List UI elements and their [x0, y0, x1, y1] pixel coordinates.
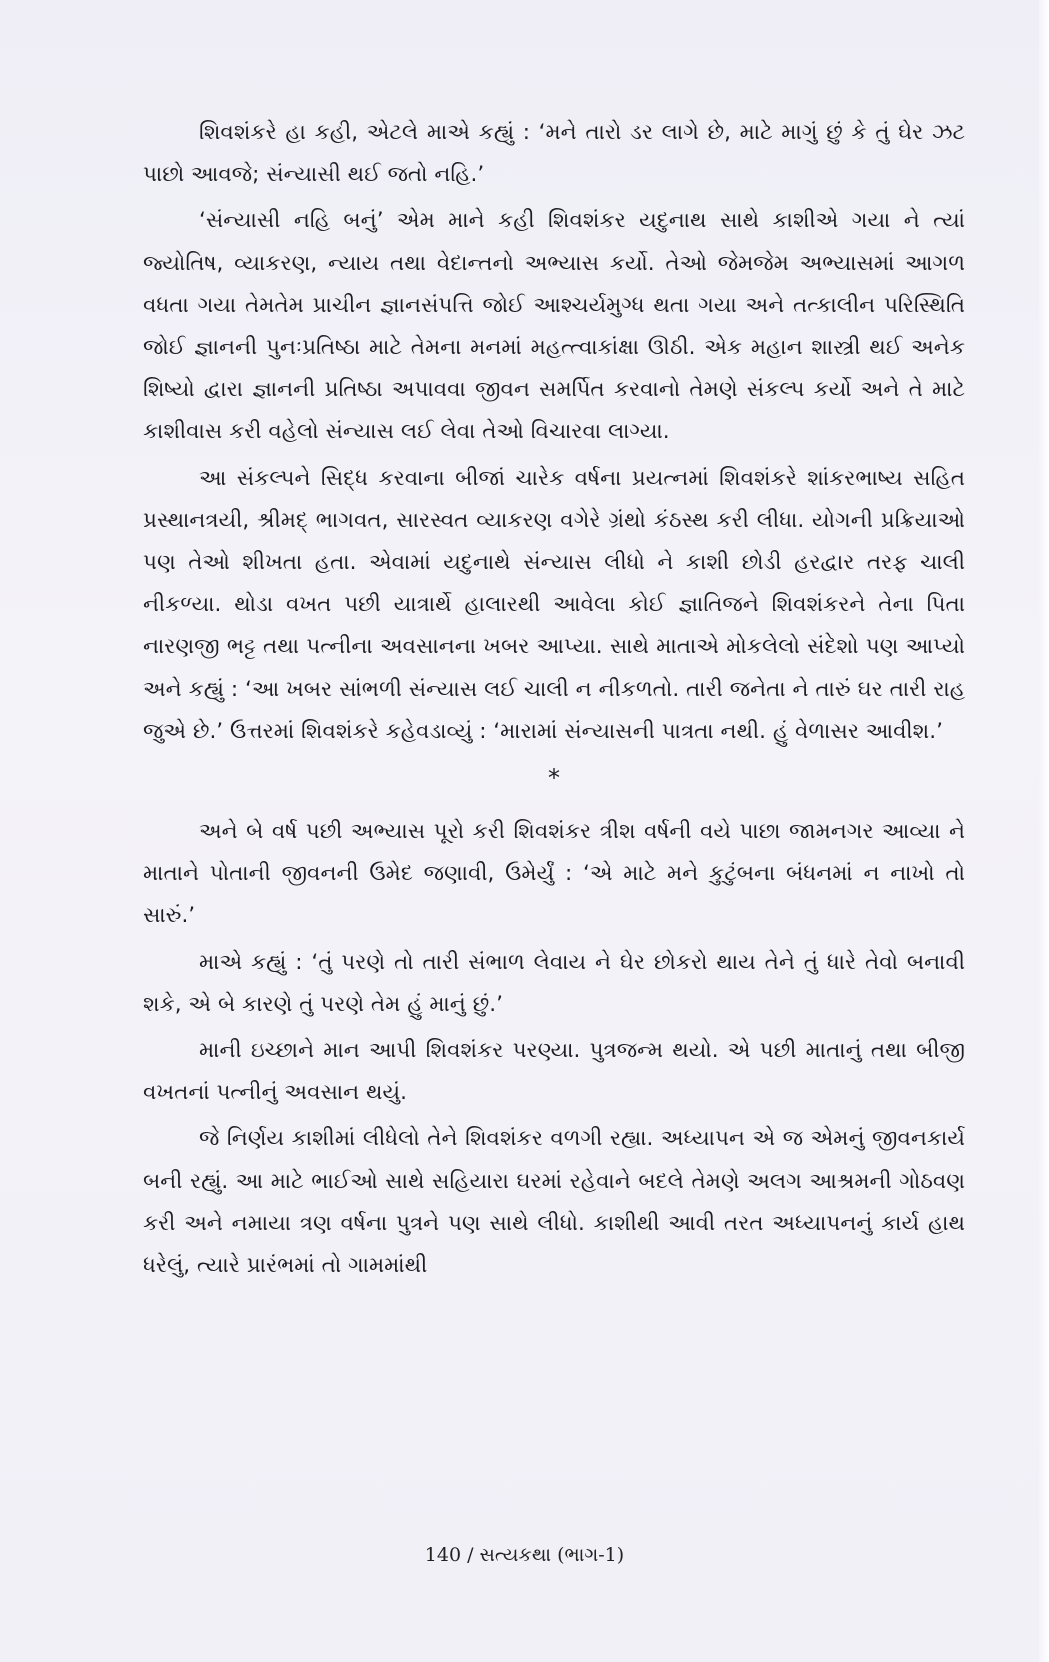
body-text: [143, 112, 965, 1291]
paragraph: અને બે વર્ષ પછી અભ્યાસ પૂરો કરી શિવશંકર ત્રીશ વર્ષની વયે પાછા જામનગર આવ્યા ને માતાને પોતાની જીવનની ઉમેદ જણાવી, ઉમેર્યું : ‘એ માટે મને કુટુંબના બંધનમાં ન નાખો તો સારું.’: [143, 819, 965, 929]
paragraph: જે નિર્ણય કાશીમાં લીધેલો તેને શિવશંકર વળગી રહ્યા. અધ્યાપન એ જ એમનું જીવનકાર્ય બની રહ્યું. આ માટે ભાઈઓ સાથે સહિયારા ઘરમાં રહેવાને બદલે તેમણે અલગ આશ્રમની ગોઠવણ કરી અને નમાયા ત્રણ વર્ષના પુત્રને પણ સાથે લીધો. કાશીથી આવી તરત અધ્યાપનનું કાર્ય હાથ ધરેલું, ત્યારે પ્રારંભમાં તો ગામમાંથી: [143, 1126, 965, 1279]
paragraph: માની ઇચ્છાને માન આપી શિવશંકર પરણ્યા. પુત્રજન્મ થયો. એ પછી માતાનું તથા બીજી વખતનાં પત્નીનું અવસાન થયું.: [143, 1038, 965, 1106]
paragraph: શિવશંકરે હા કહી, એટલે માએ કહ્યું : ‘મને તારો ડર લાગે છે, માટે માગું છું કે તું ઘેર ઝટ પાછો આવજે; સંન્યાસી થઈ જતો નહિ.’: [143, 120, 965, 188]
paragraph: આ સંકલ્પને સિદ્ધ કરવાના બીજાં ચારેક વર્ષના પ્રયત્નમાં શિવશંકરે શાંકરભાષ્ય સહિત પ્રસ્થાનત્રયી, શ્રીમદ્ ભાગવત, સારસ્વત વ્યાકરણ વગેરે ગ્રંથો કંઠસ્થ કરી લીધા. યોગની પ્રક્રિયાઓ પણ તેઓ શીખતા હતા. એવામાં યદુનાથે સંન્યાસ લીધો ને કાશી છોડી હરદ્વાર તરફ ચાલી નીકળ્યા. થોડા વખત પછી યાત્રાર્થે હાલારથી આવેલા કોઈ જ્ઞાતિજને શિવશંકરને તેના પિતા નારણજી ભટ્ટ તથા પત્નીના અવસાનના ખબર આપ્યા. સાથે માતાએ મોકલેલો સંદેશો પણ આપ્યો અને કહ્યું : ‘આ ખબર સાંભળી સંન્યાસ લઈ ચાલી ન નીકળતો. તારી જનેતા ને તારું ઘર તારી રાહ જુએ છે.’ ઉત્તરમાં શિવશંકરે કહેવડાવ્યું : ‘મારામાં સંન્યાસની પાત્રતા નથી. હું વેળાસર આવીશ.’: [143, 465, 965, 744]
paragraph: ‘સંન્યાસી નહિ બનું’ એમ માને કહી શિવશંકર યદુનાથ સાથે કાશીએ ગયા ને ત્યાં જ્યોતિષ, વ્યાકરણ, ન્યાય તથા વેદાન્તનો અભ્યાસ કર્યો. તેઓ જેમજેમ અભ્યાસમાં આગળ વધતા ગયા તેમતેમ પ્રાચીન જ્ઞાનસંપત્તિ જોઈ આશ્ચર્યમુગ્ધ થતા ગયા અને તત્કાલીન પરિસ્થિતિ જોઈ જ્ઞાનની પુનઃપ્રતિષ્ઠા માટે તેમના મનમાં મહત્ત્વાકાંક્ષા ઊઠી. એક મહાન શાસ્ત્રી થઈ અનેક શિષ્યો દ્વારા જ્ઞાનની પ્રતિષ્ઠા અપાવવા જીવન સમર્પિત કરવાનો તેમણે સંકલ્પ કર્યો અને તે માટે કાશીવાસ કરી વહેલો સંન્યાસ લઈ લેવા તેઓ વિચારવા લાગ્યા.: [143, 208, 965, 445]
section-divider: *: [548, 764, 560, 793]
page-edge: [1039, 0, 1049, 1662]
paragraph: માએ કહ્યું : ‘તું પરણે તો તારી સંભાળ લેવાય ને ઘેર છોકરો થાય તેને તું ધારે તેવો બનાવી શકે, એ બે કારણે તું પરણે તેમ હું માનું છું.’: [143, 949, 965, 1017]
page-footer: 140 / સત્યકથા (ભાગ-1): [424, 1544, 625, 1566]
